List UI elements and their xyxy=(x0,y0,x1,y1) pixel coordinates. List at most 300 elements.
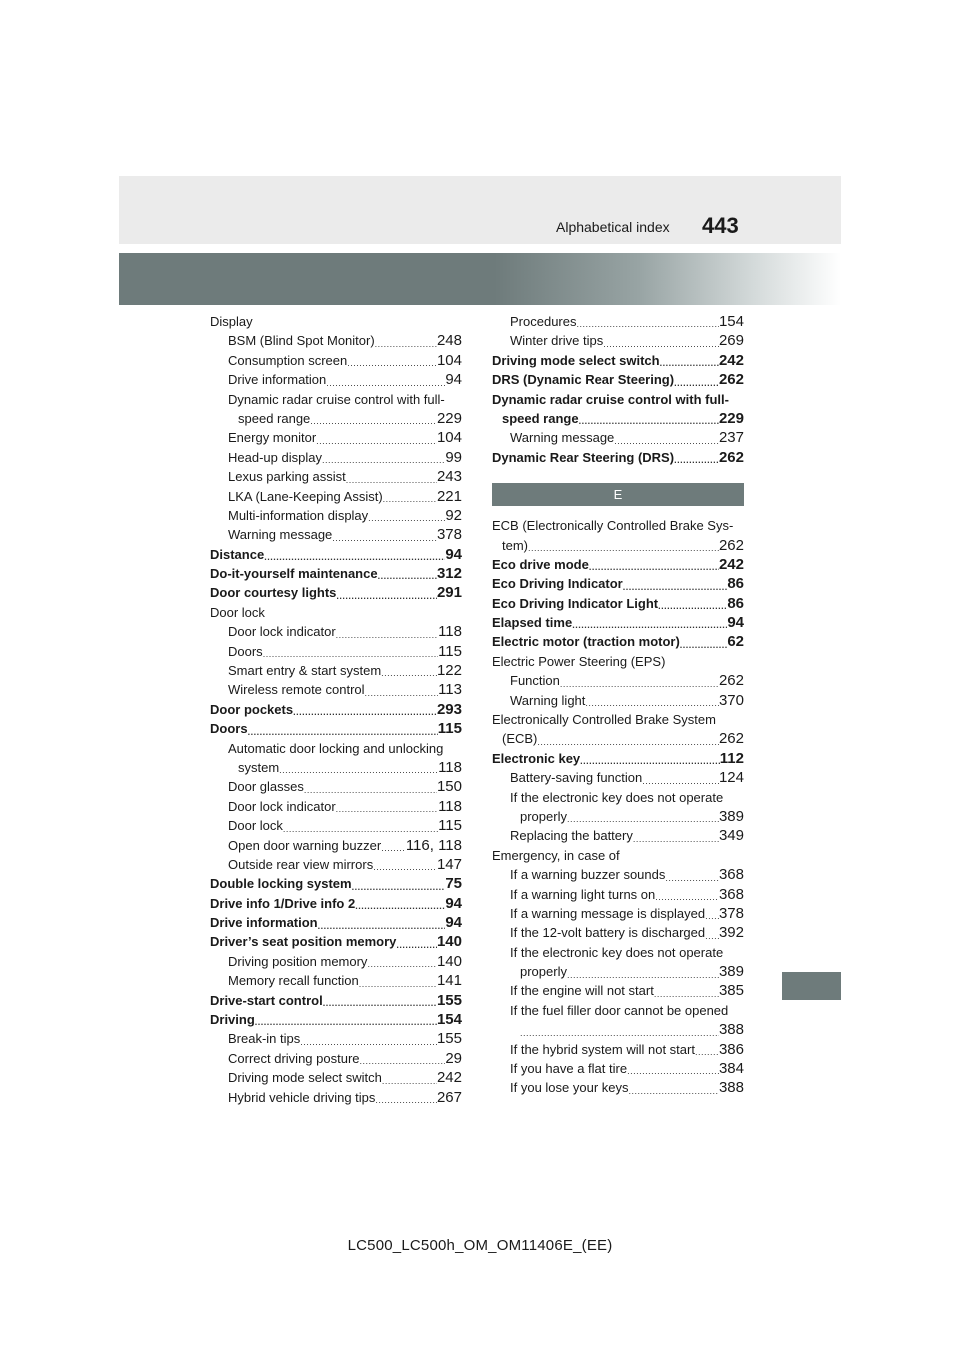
index-entry xyxy=(492,632,744,651)
index-entry-page: 262 xyxy=(718,536,744,554)
index-entry xyxy=(492,1059,744,1078)
index-entry-page: 94 xyxy=(445,371,462,389)
index-entry-term: Electronically Controlled Brake System xyxy=(492,712,716,728)
index-entry xyxy=(210,680,462,699)
index-entry xyxy=(492,613,744,632)
index-entry-term: Battery-saving function xyxy=(510,770,643,786)
index-entry-page: 115 xyxy=(437,720,462,738)
dot-leader xyxy=(355,899,445,913)
index-column-left xyxy=(210,312,462,1107)
index-entry xyxy=(210,583,462,602)
index-entry xyxy=(492,351,744,370)
index-entry-term: Drive information xyxy=(210,915,318,931)
index-entry-page: 62 xyxy=(727,633,744,651)
index-entry-page: 92 xyxy=(445,506,462,524)
index-entry-term: If you lose your keys xyxy=(510,1080,629,1096)
index-entry-page: 113 xyxy=(438,681,462,699)
index-entry-page: 94 xyxy=(445,545,462,563)
dot-leader xyxy=(655,890,719,904)
dot-leader xyxy=(674,376,719,390)
index-entry-page: 389 xyxy=(718,963,744,981)
dot-leader xyxy=(658,599,727,613)
dot-leader xyxy=(381,666,437,680)
dot-leader xyxy=(627,1064,719,1078)
index-entry-term: Lexus parking assist xyxy=(228,469,346,485)
index-entry xyxy=(492,865,744,884)
index-entry-term: Driving mode select switch xyxy=(228,1070,382,1086)
dot-leader xyxy=(660,356,719,370)
index-entry xyxy=(492,1078,744,1097)
index-entry xyxy=(210,312,462,331)
index-entry-page: 104 xyxy=(436,429,462,447)
dot-leader xyxy=(603,337,719,351)
dot-leader xyxy=(255,1015,437,1029)
index-entry-term: Automatic door locking and unlocking xyxy=(228,740,444,756)
index-entry-term: system xyxy=(238,759,280,775)
index-entry-term: If the hybrid system will not start xyxy=(510,1041,695,1057)
index-entry-page: 115 xyxy=(438,642,462,660)
section-title: Alphabetical index xyxy=(556,219,670,235)
index-entry-term: If a warning message is displayed xyxy=(510,905,706,921)
dot-leader xyxy=(304,783,437,797)
index-entry xyxy=(210,448,462,467)
index-entry-term: Memory recall function xyxy=(228,973,359,989)
dot-leader xyxy=(680,638,728,652)
index-entry xyxy=(492,788,744,807)
header-gradient-bar xyxy=(119,253,841,305)
index-entry xyxy=(210,545,462,564)
index-entry-page: 229 xyxy=(718,409,744,427)
index-entry xyxy=(492,409,744,428)
index-column-right xyxy=(492,312,744,1098)
dot-leader xyxy=(623,580,728,594)
dot-leader xyxy=(654,987,719,1001)
index-entry xyxy=(210,971,462,990)
index-entry-term: Door lock indicator xyxy=(228,798,336,814)
index-entry-term: speed range xyxy=(502,410,579,426)
dot-leader xyxy=(373,860,437,874)
index-entry xyxy=(210,409,462,428)
index-entry-term: Door glasses xyxy=(228,779,304,795)
dot-leader xyxy=(359,977,437,991)
index-entry-term: Drive info 1/Drive info 2 xyxy=(210,895,356,911)
index-entry xyxy=(492,671,744,690)
index-entry xyxy=(492,943,744,962)
index-entry-page: 262 xyxy=(718,730,744,748)
chapter-side-tab xyxy=(782,972,841,1000)
index-entry xyxy=(210,1068,462,1087)
index-entry-term: Open door warning buzzer xyxy=(228,837,382,853)
index-entry-term: Door pockets xyxy=(210,701,294,717)
index-entry-page: 122 xyxy=(436,662,462,680)
index-entry xyxy=(492,982,744,1001)
dot-leader xyxy=(279,763,438,777)
index-entry-term: Emergency, in case of xyxy=(492,847,620,863)
dot-leader xyxy=(336,589,437,603)
index-entry-page: 86 xyxy=(727,575,744,593)
dot-leader xyxy=(263,647,438,661)
index-entry xyxy=(492,923,744,942)
dot-leader xyxy=(318,919,446,933)
index-entry-page: 243 xyxy=(436,468,462,486)
dot-leader xyxy=(300,1035,437,1049)
index-entry xyxy=(492,846,744,865)
index-entry-term: If the engine will not start xyxy=(510,983,654,999)
index-entry xyxy=(210,816,462,835)
index-entry xyxy=(210,758,462,777)
index-entry-term: properly xyxy=(520,964,567,980)
index-entry xyxy=(210,719,462,738)
index-entry xyxy=(210,836,462,855)
index-entry-term: BSM (Blind Spot Monitor) xyxy=(228,333,375,349)
index-entry-term: Do-it-yourself maintenance xyxy=(210,566,378,582)
index-entry-page: 392 xyxy=(718,924,744,942)
index-entry xyxy=(210,797,462,816)
index-entry-term: Correct driving posture xyxy=(228,1050,360,1066)
index-entry xyxy=(492,729,744,748)
index-entry-page: 118 xyxy=(438,758,462,776)
index-entry-term: Wireless remote control xyxy=(228,682,365,698)
index-entry-term: Dynamic Rear Steering (DRS) xyxy=(492,449,675,465)
dot-leader xyxy=(629,1084,719,1098)
dot-leader xyxy=(537,735,719,749)
index-entry-term: Double locking system xyxy=(210,876,352,892)
index-entry-term: DRS (Dynamic Rear Steering) xyxy=(492,372,675,388)
index-entry-page: 124 xyxy=(718,769,744,787)
index-entry-page: 154 xyxy=(718,312,744,330)
index-entry xyxy=(492,1001,744,1020)
index-entry xyxy=(210,351,462,370)
index-entry-term: Drive-start control xyxy=(210,992,323,1008)
index-entry-page: 29 xyxy=(445,1049,462,1067)
index-entry-term: Electronic key xyxy=(492,750,581,766)
index-entry-term: speed range xyxy=(238,410,311,426)
index-entry-page: 368 xyxy=(718,866,744,884)
index-entry xyxy=(492,652,744,671)
dot-leader xyxy=(567,968,719,982)
dot-leader xyxy=(322,453,445,467)
index-entry-page: 242 xyxy=(718,555,744,573)
index-entry-term: Warning message xyxy=(510,430,615,446)
index-entry-term: Winter drive tips xyxy=(510,333,604,349)
index-entry-page: 147 xyxy=(436,855,462,873)
dot-leader xyxy=(560,677,719,691)
index-entry-page: 140 xyxy=(436,952,462,970)
index-entry-page: 229 xyxy=(436,409,462,427)
index-entry-page: 269 xyxy=(718,332,744,350)
index-entry xyxy=(492,331,744,350)
index-entry-page: 242 xyxy=(436,1069,462,1087)
index-entry-term: Dynamic radar cruise control with full- xyxy=(228,391,445,407)
index-entry-term: Driving xyxy=(210,1012,255,1028)
index-entry xyxy=(492,710,744,729)
dot-leader xyxy=(665,871,719,885)
index-entry-page: 378 xyxy=(718,904,744,922)
index-entry xyxy=(210,700,462,719)
index-entry-page: 141 xyxy=(436,972,462,990)
index-entry xyxy=(210,874,462,893)
index-entry-term: Door lock xyxy=(228,818,283,834)
document-code-footer: LC500_LC500h_OM_OM11406E_(EE) xyxy=(347,1237,613,1254)
dot-leader xyxy=(585,696,719,710)
index-entry-term: Break-in tips xyxy=(228,1031,301,1047)
index-entry xyxy=(210,991,462,1010)
index-entry xyxy=(492,574,744,593)
index-entry-term: ECB (Electronically Controlled Brake Sys- xyxy=(492,518,734,534)
index-entry-page: 386 xyxy=(718,1040,744,1058)
index-entry-term: Driving mode select switch xyxy=(492,352,660,368)
index-entry-page: 116, 118 xyxy=(405,836,462,854)
index-entry-page: 140 xyxy=(436,933,462,951)
dot-leader xyxy=(528,541,719,555)
index-entry xyxy=(210,525,462,544)
dot-leader xyxy=(248,725,438,739)
index-entry-term: Door courtesy lights xyxy=(210,585,337,601)
dot-leader xyxy=(326,376,445,390)
index-entry-page: 349 xyxy=(718,827,744,845)
dot-leader xyxy=(567,812,719,826)
index-entry-page: 94 xyxy=(727,614,744,632)
index-entry-term: properly xyxy=(520,808,567,824)
index-entry-page: 388 xyxy=(718,1079,744,1097)
index-entry-term: (ECB) xyxy=(502,731,538,747)
index-entry xyxy=(210,467,462,486)
index-entry-term: Doors xyxy=(228,643,263,659)
index-entry-term: Door lock xyxy=(210,604,265,620)
index-entry xyxy=(210,390,462,409)
index-entry xyxy=(210,1049,462,1068)
index-entry xyxy=(210,661,462,680)
index-entry-term: Smart entry & start system xyxy=(228,663,382,679)
index-entry xyxy=(210,913,462,932)
index-entry-term: If the fuel filler door cannot be opened xyxy=(510,1002,729,1018)
index-entry-term: Warning light xyxy=(510,692,586,708)
index-entry-page: 94 xyxy=(445,894,462,912)
index-entry xyxy=(492,370,744,389)
dot-leader xyxy=(633,832,719,846)
dot-leader xyxy=(367,957,437,971)
dot-leader xyxy=(283,822,438,836)
index-entry xyxy=(492,536,744,555)
index-entry-page: 262 xyxy=(718,371,744,389)
dot-leader xyxy=(293,705,437,719)
index-entry xyxy=(492,312,744,331)
index-entry-term: Distance xyxy=(210,546,265,562)
index-entry xyxy=(492,962,744,981)
dot-leader xyxy=(323,996,437,1010)
index-entry-term: Head-up display xyxy=(228,449,322,465)
index-entry-term: LKA (Lane-Keeping Assist) xyxy=(228,488,383,504)
index-entry xyxy=(210,1088,462,1107)
dot-leader xyxy=(310,414,437,428)
dot-leader xyxy=(347,356,437,370)
index-entry-page: 262 xyxy=(718,672,744,690)
index-entry-term: Consumption screen xyxy=(228,352,348,368)
index-entry xyxy=(492,1040,744,1059)
dot-leader xyxy=(674,453,719,467)
index-entry xyxy=(210,933,462,952)
dot-leader xyxy=(705,929,719,943)
index-entry-term: tem) xyxy=(502,537,528,553)
index-entry-term: Replacing the battery xyxy=(510,828,633,844)
index-entry-term: Drive information xyxy=(228,372,327,388)
index-entry xyxy=(210,370,462,389)
index-entry xyxy=(492,390,744,409)
dot-leader xyxy=(705,909,719,923)
index-entry-page: 293 xyxy=(436,700,462,718)
index-entry-term: Dynamic radar cruise control with full- xyxy=(492,391,729,407)
index-entry-term: Driver’s seat position memory xyxy=(210,934,397,950)
index-entry-term: Driving position memory xyxy=(228,953,368,969)
index-entry-term: Warning message xyxy=(228,527,333,543)
index-entry-page: 94 xyxy=(445,914,462,932)
index-entry-term: Electric Power Steering (EPS) xyxy=(492,653,666,669)
index-entry-page: 242 xyxy=(718,351,744,369)
dot-leader xyxy=(589,560,719,574)
index-entry-page: 368 xyxy=(718,885,744,903)
index-entry xyxy=(492,885,744,904)
dot-leader xyxy=(642,774,719,788)
index-entry xyxy=(210,564,462,583)
index-entry xyxy=(210,855,462,874)
index-entry xyxy=(210,603,462,622)
index-entry-term: Eco Driving Indicator Light xyxy=(492,595,659,611)
index-entry-page: 370 xyxy=(718,691,744,709)
index-entry-page: 389 xyxy=(718,807,744,825)
index-entry-term: Door lock indicator xyxy=(228,624,336,640)
index-entry xyxy=(210,331,462,350)
dot-leader xyxy=(264,550,445,564)
dot-leader xyxy=(365,686,439,700)
index-entry-term: Eco drive mode xyxy=(492,556,589,572)
index-entry-page: 262 xyxy=(718,448,744,466)
index-entry-page: 378 xyxy=(436,526,462,544)
index-entry-page: 155 xyxy=(436,991,462,1009)
index-entry xyxy=(492,428,744,447)
index-entry xyxy=(492,826,744,845)
index-entry-page: 384 xyxy=(718,1060,744,1078)
dot-leader xyxy=(396,938,437,952)
dot-leader xyxy=(580,754,720,768)
index-entry-page: 154 xyxy=(436,1011,462,1029)
index-entry-term: Elapsed time xyxy=(492,615,573,631)
index-entry-term: Electric motor (traction motor) xyxy=(492,634,680,650)
index-entry-term: Display xyxy=(210,313,253,329)
index-entry xyxy=(210,642,462,661)
dot-leader xyxy=(378,569,437,583)
dot-leader xyxy=(520,1026,719,1040)
dot-leader xyxy=(332,531,437,545)
index-entry xyxy=(210,487,462,506)
index-entry xyxy=(492,691,744,710)
index-entry xyxy=(492,448,744,467)
index-entry xyxy=(492,555,744,574)
index-entry-term: If you have a flat tire xyxy=(510,1061,628,1077)
page-number: 443 xyxy=(702,213,739,238)
index-entry xyxy=(210,428,462,447)
index-entry-page: 221 xyxy=(436,487,462,505)
index-entry-term: Procedures xyxy=(510,313,577,329)
dot-leader xyxy=(316,434,437,448)
index-entry xyxy=(492,904,744,923)
index-entry-term: If a warning light turns on xyxy=(510,886,656,902)
index-entry-page: 155 xyxy=(436,1030,462,1048)
index-entry-page: 115 xyxy=(438,817,462,835)
dot-leader xyxy=(336,628,438,642)
dot-leader xyxy=(614,434,719,448)
index-entry-page: 385 xyxy=(718,982,744,1000)
index-entry-page: 150 xyxy=(436,778,462,796)
index-entry xyxy=(210,622,462,641)
index-entry-term: Multi-information display xyxy=(228,507,369,523)
index-entry-term: Doors xyxy=(210,721,248,737)
index-entry-page: 118 xyxy=(438,797,462,815)
dot-leader xyxy=(576,317,718,331)
index-entry-term: If the electronic key does not operate xyxy=(510,789,724,805)
index-entry-page: 112 xyxy=(719,749,744,767)
index-entry xyxy=(492,516,744,535)
index-entry-page: 86 xyxy=(727,594,744,612)
dot-leader xyxy=(336,802,438,816)
index-entry xyxy=(492,1020,744,1039)
index-entry-term: Eco Driving Indicator xyxy=(492,576,623,592)
dot-leader xyxy=(572,618,727,632)
index-entry xyxy=(210,777,462,796)
index-entry-page: 312 xyxy=(436,565,462,583)
index-entry-page: 237 xyxy=(718,429,744,447)
index-entry xyxy=(210,894,462,913)
index-entry-page: 118 xyxy=(438,623,462,641)
index-entry-page: 75 xyxy=(445,875,462,893)
index-entry-page: 388 xyxy=(718,1021,744,1039)
index-entry-term: If the 12-volt battery is discharged xyxy=(510,925,706,941)
index-entry xyxy=(492,807,744,826)
index-entry-term: Energy monitor xyxy=(228,430,317,446)
dot-leader xyxy=(381,841,406,855)
index-entries-e xyxy=(492,516,744,1098)
index-entries-d-continued xyxy=(492,312,744,467)
letter-heading-e: E xyxy=(492,483,744,506)
dot-leader xyxy=(368,511,445,525)
dot-leader xyxy=(360,1054,446,1068)
index-entry-term: Function xyxy=(510,673,560,689)
index-entry xyxy=(492,768,744,787)
index-entry-page: 291 xyxy=(436,584,462,602)
index-entry xyxy=(210,739,462,758)
index-entry xyxy=(492,594,744,613)
dot-leader xyxy=(579,414,719,428)
index-entry-term: Hybrid vehicle driving tips xyxy=(228,1089,376,1105)
index-entry-page: 248 xyxy=(436,332,462,350)
index-entry xyxy=(210,1029,462,1048)
dot-leader xyxy=(383,492,437,506)
dot-leader xyxy=(695,1045,719,1059)
index-entry xyxy=(210,1010,462,1029)
index-entry xyxy=(210,506,462,525)
index-entry-page: 104 xyxy=(436,351,462,369)
dot-leader xyxy=(375,1093,437,1107)
dot-leader xyxy=(346,473,437,487)
dot-leader xyxy=(352,880,446,894)
dot-leader xyxy=(375,337,437,351)
index-entry-term: If the electronic key does not operate xyxy=(510,944,724,960)
index-entry-page: 267 xyxy=(436,1088,462,1106)
index-entry-term: If a warning buzzer sounds xyxy=(510,867,666,883)
index-entry-page: 99 xyxy=(445,448,462,466)
index-entry xyxy=(492,749,744,768)
dot-leader xyxy=(382,1074,437,1088)
index-entry xyxy=(210,952,462,971)
